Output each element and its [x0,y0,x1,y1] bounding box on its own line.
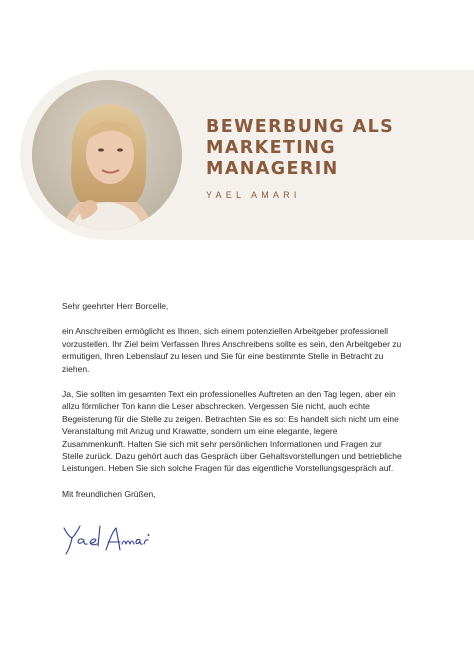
author-name: YAEL AMARI [206,190,301,200]
closing: Mit freundlichen Grüßen, [62,488,156,499]
title-line: MARKETING [206,138,337,158]
document-title [206,117,456,180]
text-line: vorzustellen. Ihr Ziel beim Verfassen Ihres Anschreibens sollte es sein, den Arbeitgeber zu [62,338,402,349]
text-line: ziehen. [62,363,90,374]
text-line: Begeisterung für die Stelle zu zeigen. Betrachten Sie es so: Es handelt sich nicht um eine [62,413,399,424]
text-line: Ja, Sie sollten im gesamten Text ein professionelles Auftreten an den Tag legen, aber ein [62,389,396,400]
portrait-photo-icon [32,80,182,230]
text-line: ermutigen, Ihren Lebenslauf zu lesen und Sie für eine bestimmte Stelle in Betracht zu [62,351,384,362]
paragraph-1 [62,325,420,375]
title-line: MANAGERIN [206,159,339,179]
title-line: BEWERBUNG ALS [206,117,395,137]
text-line: Leistungen. Heben Sie sich solche Fragen für das eigentliche Vorstellungsgespräch auf. [62,463,394,474]
text-line: allzu förmlicher Ton kann die Leser abschrecken. Vergessen Sie nicht, auch echte [62,401,370,412]
text-line: Veranstaltung mit Anzug und Krawatte, sondern um eine elegante, legere [62,426,338,437]
text-line: ein Anschreiben ermöglicht es Ihnen, sich einem potenziellen Arbeitgeber professionell [62,326,389,337]
profile-photo [32,80,182,230]
salutation: Sehr geehrter Herr Borcelle, [62,301,169,311]
title-block [206,117,456,200]
letter-body [62,300,420,513]
text-line: Zusammenkunft. Halten Sie sich mit sehr persönlichen Informationen und Fragen zur [62,438,382,449]
paragraph-2 [62,388,420,475]
signature-icon [60,522,150,558]
text-line: Stelle zurück. Dazu gehört auch das Gespräch über Gehaltsvorstellungen und betriebliche [62,451,402,462]
handwritten-signature [60,522,150,563]
